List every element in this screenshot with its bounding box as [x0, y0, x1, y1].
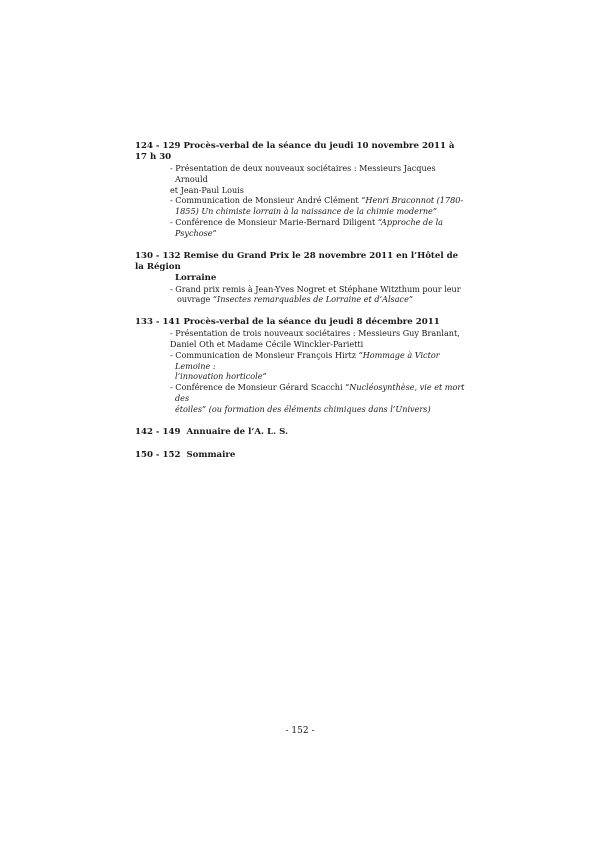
toc-item-continuation: l’innovation horticole”	[175, 371, 267, 382]
toc-entry-pages: 124 - 129	[135, 141, 181, 151]
toc-entry-items	[135, 163, 467, 239]
toc-entry-pages: 150 - 152	[135, 449, 181, 460]
toc-item-continuation: 1855) Un chimiste lorrain à la naissance de la chimie moderne”	[175, 206, 437, 217]
toc-entry	[135, 450, 467, 461]
toc-item: - Communication de Monsieur André Clément “Henri Braconnot (1780-	[170, 195, 464, 206]
toc-item: - Communication de Monsieur François Hirtz “Hommage à Victor Lemoine :	[170, 349, 440, 371]
page-number: - 152 -	[285, 726, 315, 736]
toc-entry-items	[135, 328, 467, 414]
toc-item: - Présentation de deux nouveaux sociétaires : Messieurs Jacques Arnould	[170, 163, 436, 184]
toc-entry	[135, 427, 467, 438]
toc-entry-title: Procès-verbal de la séance du jeudi 8 décembre 2011	[183, 317, 440, 328]
toc-item-continuation: ouvrage “Insectes remarquables de Lorraine et d’Alsace”	[177, 294, 413, 305]
toc-entry-title: Remise du Grand Prix le 28 novembre 2011 en l’Hôtel de la Région	[135, 250, 459, 272]
toc-item: - Présentation de trois nouveaux sociétaires : Messieurs Guy Branlant,	[170, 328, 460, 339]
toc-entry-title-continuation: Lorraine	[175, 272, 217, 283]
toc-entry-heading	[135, 450, 467, 461]
toc-entry-heading	[135, 141, 467, 163]
toc-entry-items	[135, 284, 467, 306]
toc-entry-pages: 142 - 149	[135, 426, 181, 437]
toc-item: - Grand prix remis à Jean-Yves Nogret et Stéphane Witzthum pour leur	[170, 283, 461, 294]
toc-entry-title: Annuaire de l’A. L. S.	[186, 426, 288, 437]
toc-item-continuation: Daniel Oth et Madame Cécile Winckler-Parietti	[170, 338, 364, 349]
toc-entry-pages: 130 - 132	[135, 250, 181, 261]
toc-entry	[135, 317, 467, 414]
toc-item-continuation: et Jean-Paul Louis	[170, 184, 244, 195]
toc-entry-title: Sommaire	[186, 449, 236, 460]
toc-entry-pages: 133 - 141	[135, 317, 181, 328]
toc-entry	[135, 141, 467, 239]
toc-entry-heading	[135, 251, 467, 284]
toc-entry-heading	[135, 317, 467, 328]
toc-item: - Conférence de Monsieur Marie-Bernard Diligent “Approche de la Psychose”	[170, 216, 443, 238]
toc-item: - Conférence de Monsieur Gérard Scacchi “Nucléosynthèse, vie et mort des	[170, 382, 465, 403]
table-of-contents	[135, 141, 467, 473]
toc-entry-title: Procès-verbal de la séance du jeudi 10 novembre 2011 à 17 h 30	[135, 141, 455, 162]
toc-entry	[135, 251, 467, 306]
toc-entry-heading	[135, 427, 467, 438]
toc-item-continuation: étoiles” (ou formation des éléments chimiques dans l’Univers)	[175, 403, 431, 414]
